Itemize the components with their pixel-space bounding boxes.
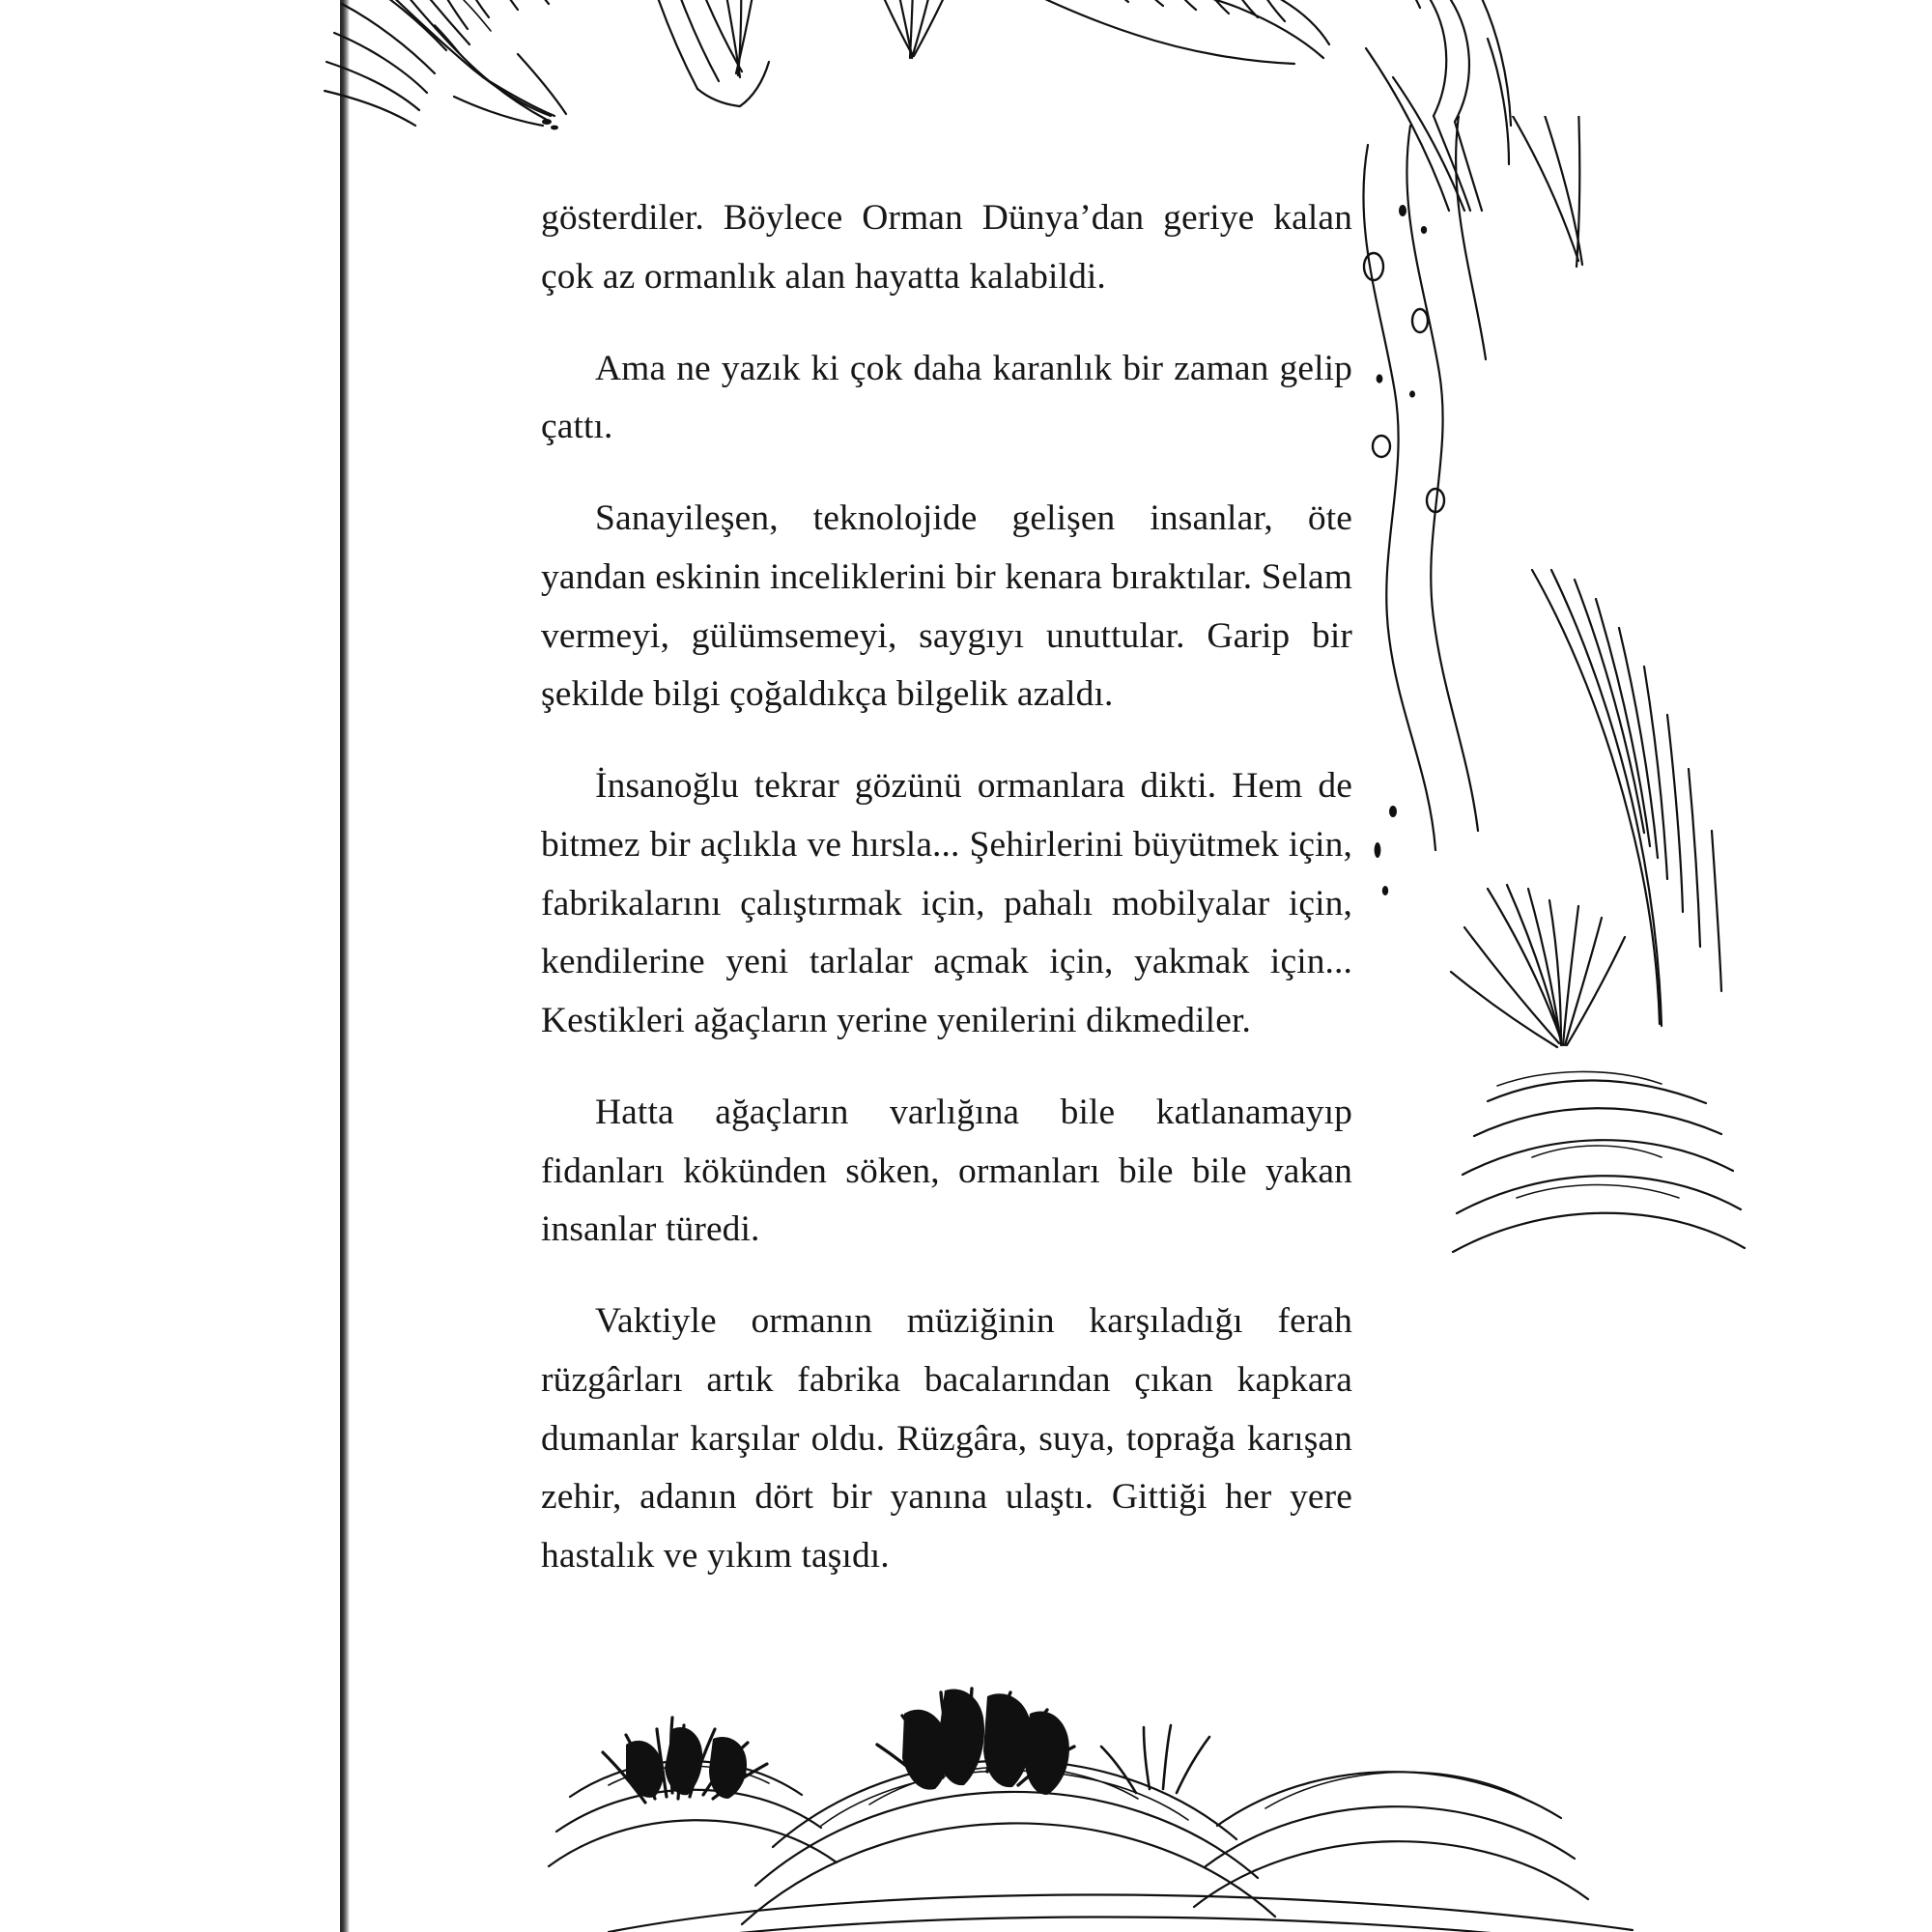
body-text-column bbox=[541, 189, 1352, 1586]
paragraph-2: Ama ne yazık ki çok daha karanlık bir zaman gelip çattı. bbox=[541, 348, 1352, 447]
paragraph-1: gösterdiler. Böylece Orman Dünya’dan geriye kalan çok az ormanlık alan hayatta kalabildi. bbox=[541, 198, 1352, 297]
paragraph-6: Vaktiyle ormanın müziğinin karşıladığı ferah rüzgârları artık fabrika bacalarından çıkan kapkara dumanlar karşılar oldu. Rüzgâra, suya, toprağa karışan zehir, adanın dört bir yanına ulaştı. Gittiği her yere hastalık ve yıkım taşıdı. bbox=[541, 1301, 1352, 1576]
page-binding-shadow bbox=[340, 0, 350, 1932]
page-outer-margin bbox=[0, 0, 340, 1932]
paragraph-5: Hatta ağaçların varlığına bile katlanamayıp fidanları kökünden söken, ormanları bile bile yakan insanlar türedi. bbox=[541, 1092, 1352, 1250]
paragraph-3: Sanayileşen, teknolojide gelişen insanlar, öte yandan eskinin inceliklerini bir kenara bıraktılar. Selam vermeyi, gülümsemeyi, saygıyı unuttular. Garip bir şekilde bilgi çoğaldıkça bilgelik azaldı. bbox=[541, 498, 1352, 715]
paragraph-4: İnsanoğlu tekrar gözünü ormanlara dikti. Hem de bitmez bir açlıkla ve hırsla... Şehirlerini büyütmek için, fabrikalarını çalıştırmak için, pahalı mobilyalar için, kendilerine yeni tarlalar açmak için, yakmak için... Kestikleri ağaçların yerine yenilerini dikmediler. bbox=[541, 766, 1352, 1040]
